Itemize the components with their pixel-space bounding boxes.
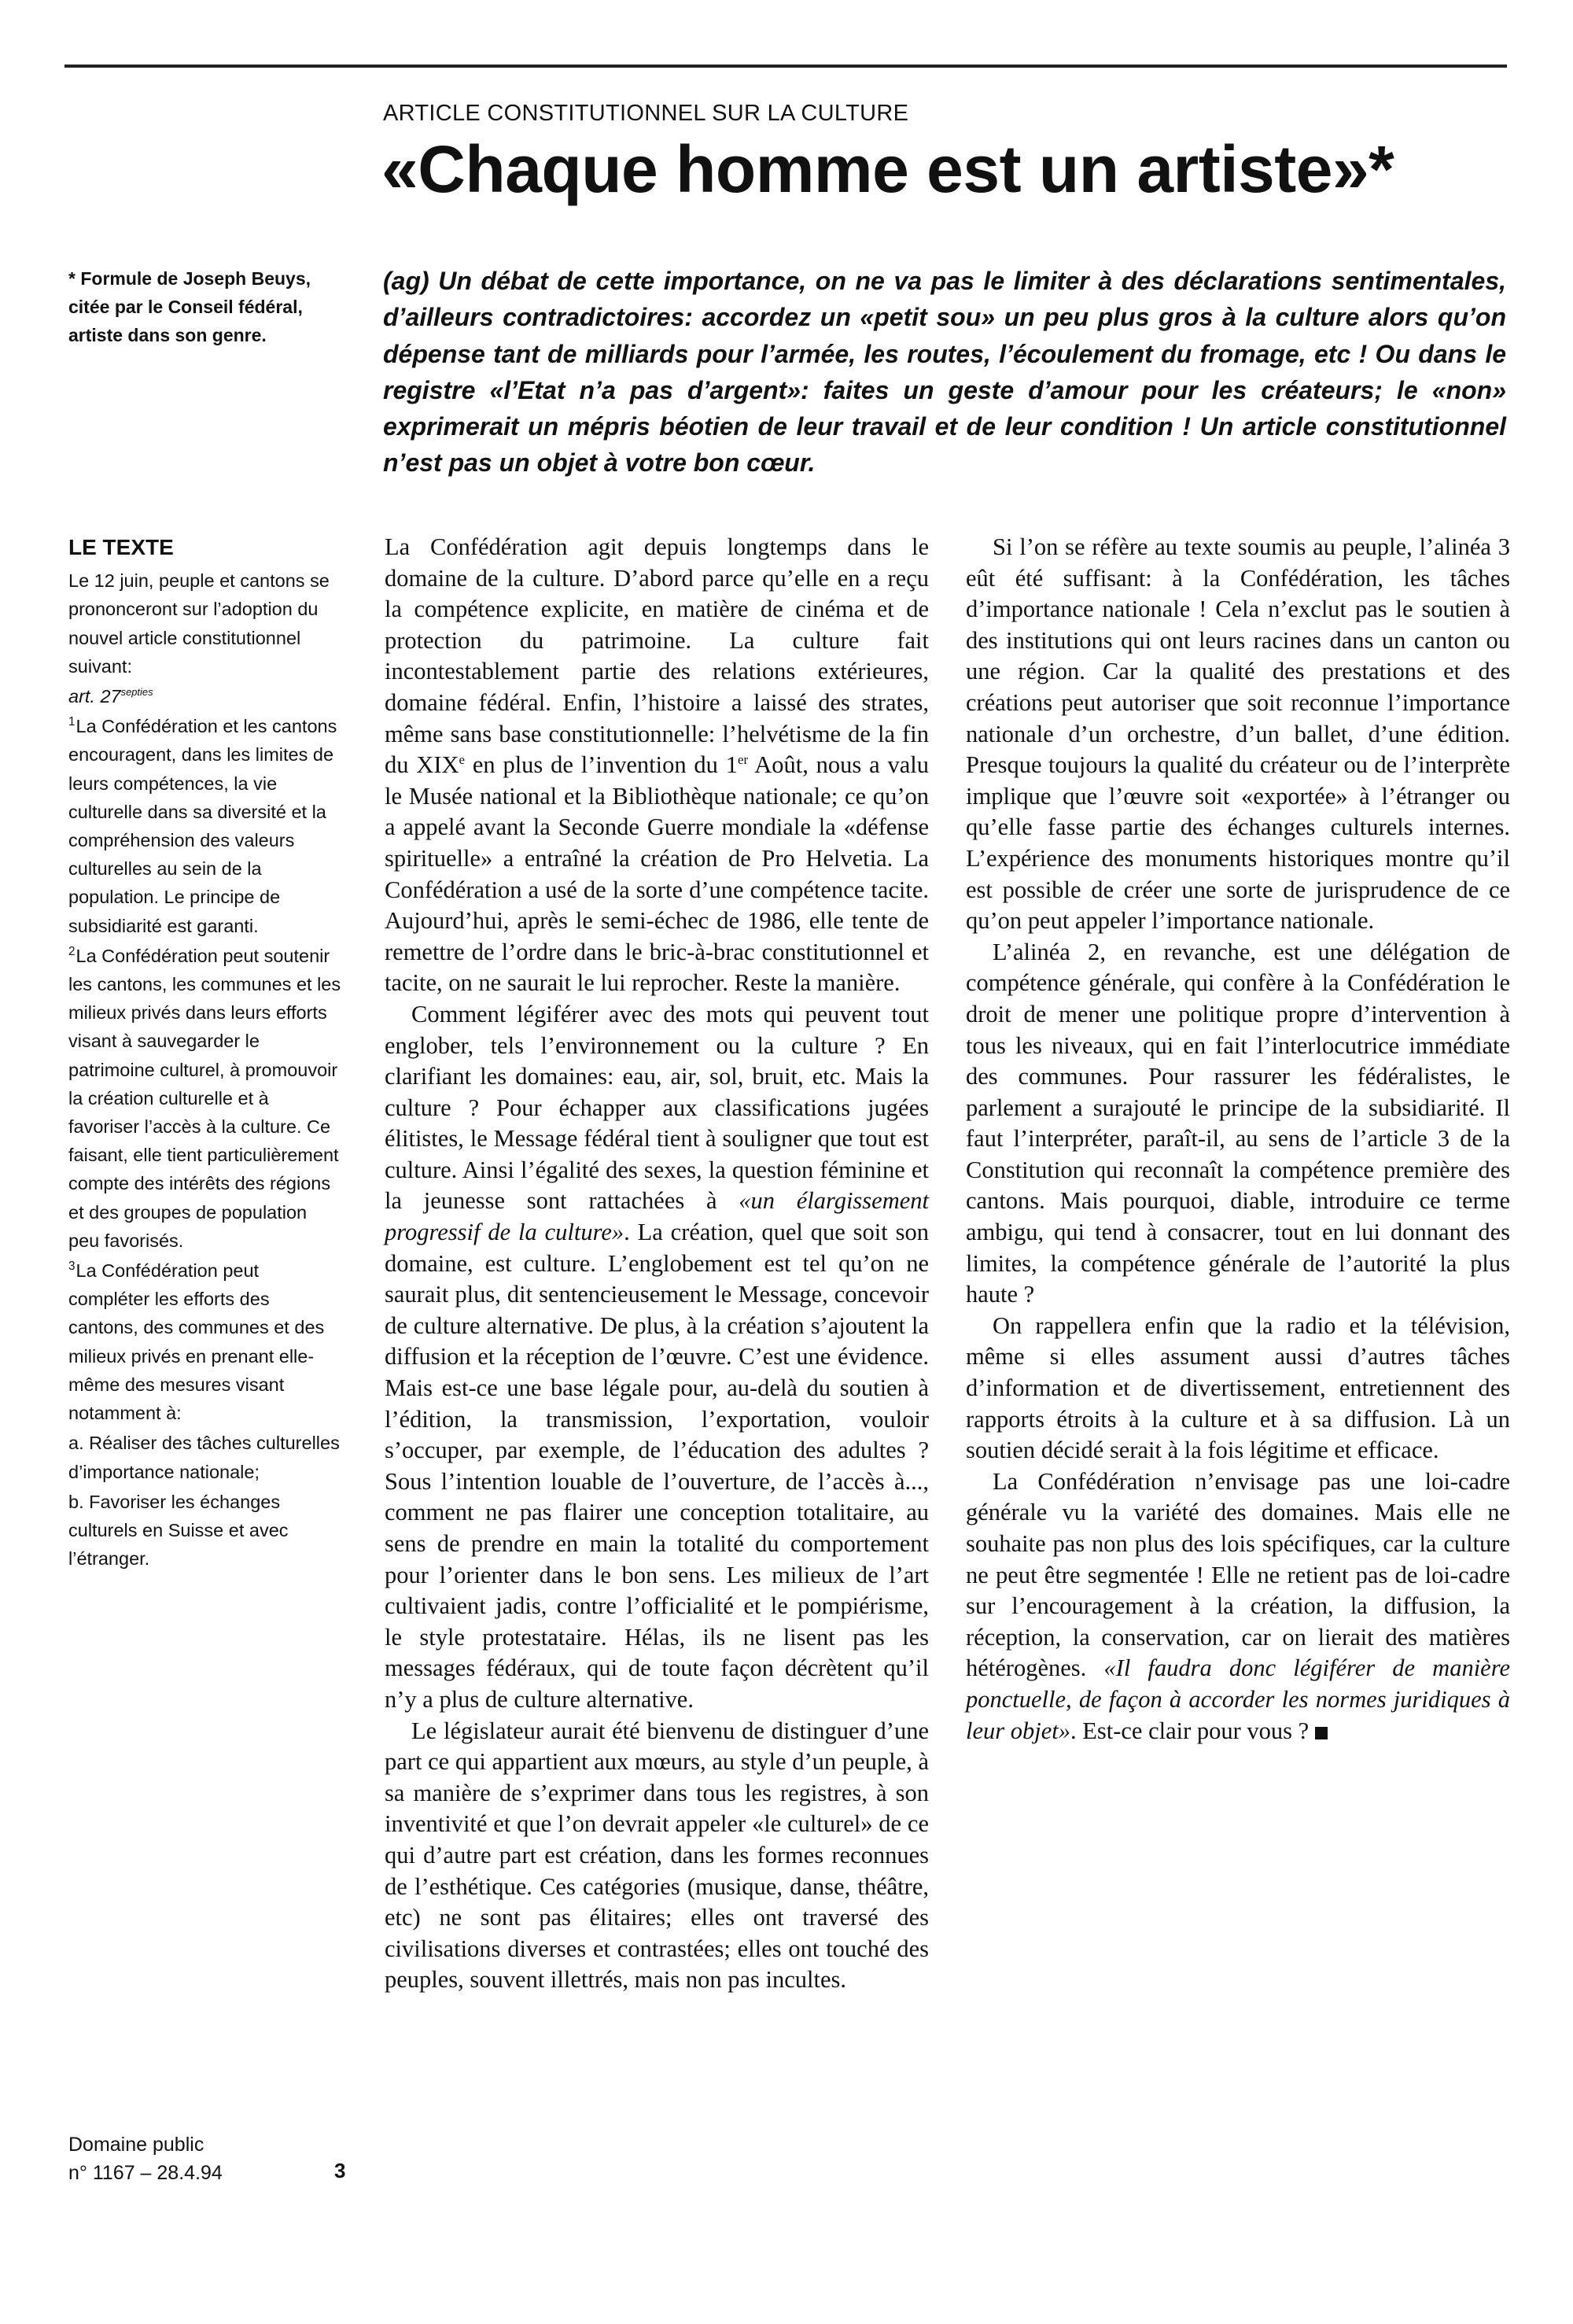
paragraph-text: La Confédération peut soutenir les cantons, les communes et les milieux privés dans leurs efforts visant à sauvegarder le patrimoine culturel, à promouvoir la création culturelle et à favoriser l’accès à la culture. Ce faisant, elle tient particulièrement compte des intérêts des régions et des groupes de population peu favorisés.: [68, 945, 341, 1251]
paragraph-number: 2: [68, 945, 76, 959]
sidebar-paragraph-3: [68, 1256, 342, 1427]
text-run: La Confédération n’envisage pas une loi-cadre générale vu la variété des domaines. Mais elle ne souhaite pas non plus des lois spécifiques, car la culture ne peut être segmentée ! Elle ne retient pas de loi-cadre sur l’encouragement à la création, la diffusion, la réception, la conservation, car on lierait des matières hétérogènes.: [966, 1467, 1510, 1682]
text-run: Août, nous a valu le Musée national et la Bibliothèque nationale; ce qu’on a appelé avant la Seconde Guerre mondiale la «défense spirituelle» a entraîné la création de Pro Helvetia. La Confédération a usé de la sorte d’une compétence tacite. Aujourd’hui, après le semi-échec de 1986, elle tente de remettre de l’ordre dans le bric-à-brac constitutionnel et tacite, on ne saurait le lui reprocher. Reste la manière.: [385, 751, 929, 997]
sidebar-intro: Le 12 juin, peuple et cantons se prononceront sur l’adoption du nouvel article constitutionnel suivant:: [68, 570, 330, 677]
sidebar-article-ref: [68, 682, 342, 710]
body-paragraph-1: [385, 532, 929, 999]
headline: «Chaque homme est un artiste»*: [381, 132, 1394, 206]
italic-quote: «un élargissement progressif de la culture»: [385, 1187, 929, 1246]
body-paragraph-7: [966, 1466, 1510, 1747]
paragraph-text: La Confédération et les cantons encouragent, dans les limites de leurs compétences, la vie culturelle dans sa diversité et la compréhension des valeurs culturelles au sein de la population. Le principe de subsidiarité est garanti.: [68, 716, 337, 936]
paragraph-number: 3: [68, 1260, 76, 1274]
article-kicker: ARTICLE CONSTITUTIONNEL SUR LA CULTURE: [383, 101, 909, 126]
superscript: er: [738, 752, 749, 767]
body-column-2: [966, 532, 1510, 1747]
end-mark-icon: [1315, 1727, 1328, 1739]
sidebar-item-b: b. Favoriser les échanges culturels en Suisse et avec l’étranger.: [68, 1491, 289, 1570]
lede-paragraph: (ag) Un débat de cette importance, on ne va pas le limiter à des déclarations sentimentales, d’ailleurs contradictoires: accordez un «petit sou» un peu plus gros à la culture alors qu’on dépense tant de milliards pour l’armée, les routes, l’écoulement du fromage, etc ! Ou dans le registre «l’Etat n’a pas d’argent»: faites un geste d’amour pour les créateurs; le «non» exprimerait un mépris béotien de leur travail et de leur condition ! Un article constitutionnel n’est pas un objet à votre bon cœur.: [383, 267, 1506, 478]
issue-info: n° 1167 – 28.4.94: [68, 2162, 223, 2184]
article-ref-label: art. 27: [68, 686, 121, 707]
sidebar-paragraph-1: [68, 712, 342, 940]
body-paragraph-6: On rappellera enfin que la radio et la télévision, même si elles assument aussi d’autres tâches d’information et de divertissement, entretiennent des rapports étroits à la culture et à sa diffusion. Là un soutien décidé serait à la fois légitime et efficace.: [966, 1311, 1510, 1464]
body-column-1: [385, 532, 929, 1996]
footnote: * Formule de Joseph Beuys, citée par le Conseil fédéral, artiste dans son genre.: [68, 268, 311, 345]
text-run: Comment légiférer avec des mots qui peuvent tout englober, tels l’environnement ou la culture ? En clarifiant les domaines: eau, air, sol, bruit, etc. Mais la culture ? Pour échapper aux classifications jugées élitistes, le Message fédéral tient à souligner que tout est culture. Ainsi l’égalité des sexes, la question féminine et la jeunesse sont rattachées à: [385, 1000, 929, 1215]
body-paragraph-4: Si l’on se réfère au texte soumis au peuple, l’alinéa 3 eût été suffisant: à la Confédération, les tâches d’importance nationale ! Cela n’exclut pas le soutien à des institutions qui ont leurs racines dans un canton ou une région. Car la qualité des prestations et des créations peut autoriser que soit reconnue l’importance nationale d’un orchestre, d’un ballet, d’une édition. Presque toujours la qualité du créateur ou de l’interprète implique que l’œuvre soit «exportée» à l’étranger ou qu’elle fasse partie des échanges culturels internes. L’expérience des monuments historiques montre qu’il est possible de créer une sorte de jurisprudence de ce qu’on peut appeler l’importance nationale.: [966, 533, 1510, 935]
top-rule: [64, 65, 1507, 68]
article-ref-suffix: septies: [120, 686, 153, 699]
paragraph-number: 1: [68, 715, 76, 729]
body-paragraph-2: [385, 999, 929, 1716]
sidebar-le-texte: [68, 533, 342, 1574]
sidebar-title: LE TEXTE: [68, 535, 174, 559]
italic-quote: «Il faudra donc légiférer de manière ponctuelle, de façon à accorder les normes juridiques à leur objet»: [966, 1654, 1510, 1744]
publication-name: Domaine public: [68, 2134, 204, 2156]
text-run: . La création, quel que soit son domaine, est culture. L’englobement est tel qu’on ne saurait plus, dit sentencieusement le Message, concevoir de culture alternative. De plus, à la création s’ajoutent la diffusion et la réception de l’œuvre. C’est une évidence. Mais est-ce une base légale pour, au-delà du soutien à l’édition, la transmission, l’exportation, vouloir s’occuper, par exemple, de l’éducation des adultes ? Sous l’intention louable de l’ouverture, de l’accès à..., comment ne pas flairer une conception totalitaire, au sens de prendre en main la totalité du comportement pour l’orienter dans le bon sens. Les milieux de l’art cultivaient jadis, contre l’officialité et le pompiérisme, le style protestataire. Hélas, ils ne lisent pas les messages fédéraux, qui de toute façon décrètent qu’il n’y a plus de culture alternative.: [385, 1219, 929, 1713]
colophon: [68, 2130, 359, 2187]
text-run: . Est-ce clair pour vous ?: [1070, 1717, 1310, 1744]
superscript: e: [459, 752, 465, 767]
body-paragraph-5: L’alinéa 2, en revanche, est une délégation de compétence générale, qui confère à la Confédération le droit de mener une politique propre d’intervention à tous les niveaux, qui en fait l’interlocutrice immédiate des communes. Pour rassurer les fédéralistes, le parlement a surajouté le principe de la subsidiarité. Il faut l’interpréter, paraît-il, au sens de l’article 3 de la Constitution qui reconnaît la compétence première des cantons. Mais pourquoi, diable, introduire ce terme ambigu, qui tend à consacrer, tout en lui donnant des limites, la compétence générale de l’autorité la plus haute ?: [966, 938, 1510, 1308]
text-run: en plus de l’invention du 1: [465, 751, 739, 779]
sidebar-paragraph-2: [68, 942, 342, 1255]
page-number: 3: [334, 2159, 346, 2182]
sidebar-item-a: a. Réaliser des tâches culturelles d’importance nationale;: [68, 1433, 340, 1482]
body-paragraph-3: Le législateur aurait été bienvenu de distinguer d’une part ce qui appartient aux mœurs, au style d’un peuple, à sa manière de s’exprimer dans tous les registres, à son inventivité et que l’on devrait appeler «le culturel» de ce qui d’autre part est création, dans les formes reconnues de l’esthétique. Ces catégories (musique, danse, théâtre, etc) ne sont pas élitaires; elles ont traversé des civilisations diverses et contrastées; elles ont touché des peuples, souvent illettrés, mais non pas incultes.: [385, 1717, 929, 1994]
text-run: La Confédération agit depuis longtemps dans le domaine de la culture. D’abord parce qu’elle en a reçu la compétence explicite, en matière de cinéma et de protection du patrimoine. La culture fait incontestablement partie des relations extérieures, domaine fédéral. Enfin, l’histoire a laissé des strates, même sans base constitutionnelle: l’helvétisme de la fin du XIX: [385, 533, 929, 779]
paragraph-text: La Confédération peut compléter les efforts des cantons, des communes et des milieux privés en prenant elle-même des mesures visant notamment à:: [68, 1260, 325, 1424]
